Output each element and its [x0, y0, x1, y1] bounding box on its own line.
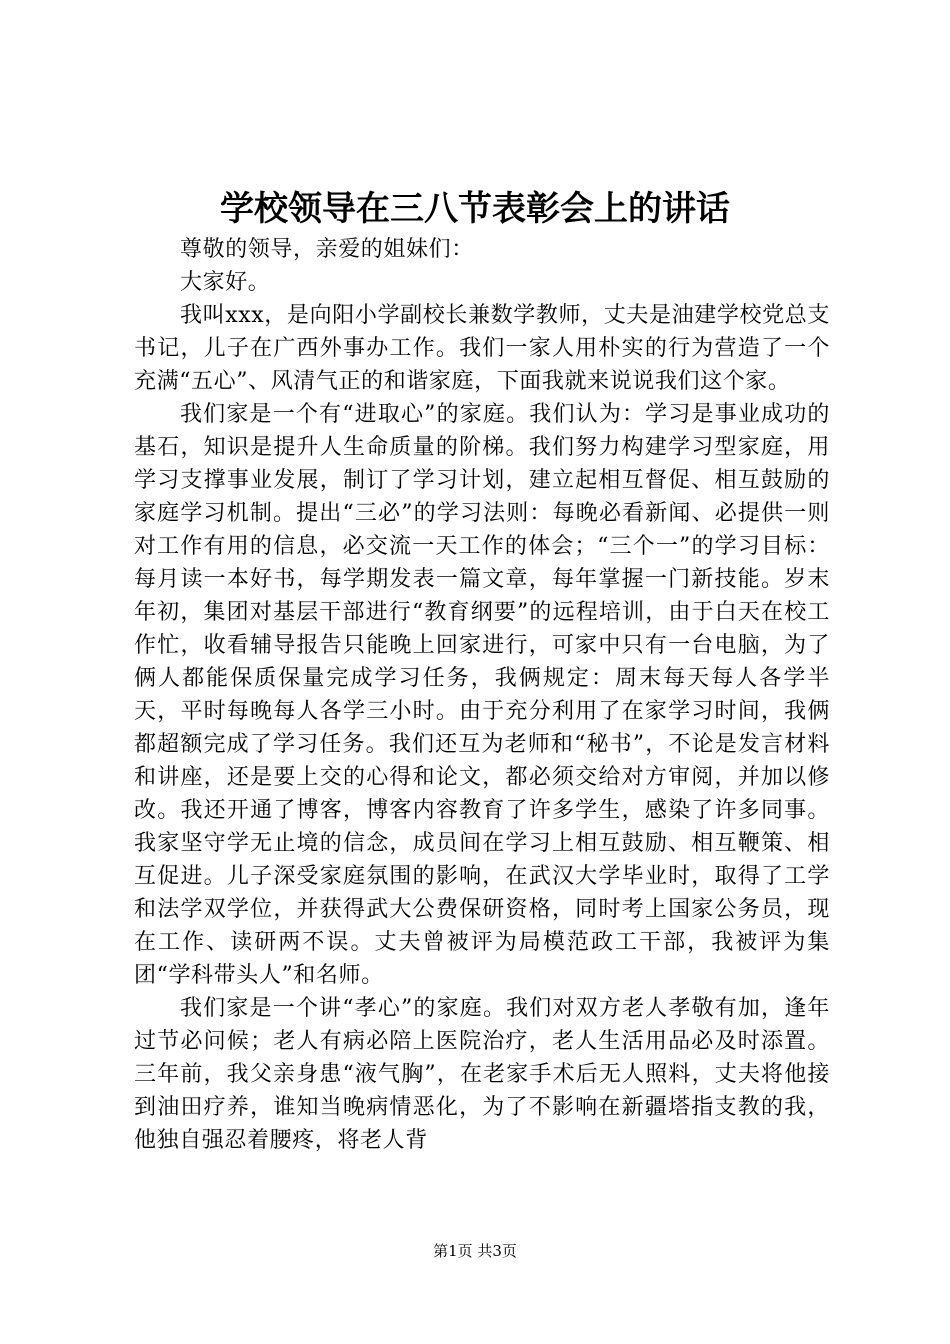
document-body — [134, 233, 830, 1157]
ambition-paragraph: 我们家是一个有“进取心”的家庭。我们认为：学习是事业成功的基石，知识是提升人生命质量的阶梯。我们努力构建学习型家庭，用学习支撑事业发展，制订了学习计划，建立起相互督促、相互鼓励的家庭学习机制。提出“三必”的学习法则：每晚必看新闻、必提供一则对工作有用的信息，必交流一天工作的体会；“三个一”的学习目标：每月读一本好书，每学期发表一篇文章，每年掌握一门新技能。岁末年初，集团对基层干部进行“教育纲要”的远程培训，由于白天在校工作忙，收看辅导报告只能晚上回家进行，可家中只有一台电脑，为了俩人都能保质保量完成学习任务，我俩规定：周末每天每人各学半天，平时每晚每人各学三小时。由于充分利用了在家学习时间，我俩都超额完成了学习任务。我们还互为老师和“秘书”，不论是发言材料和讲座，还是要上交的心得和论文，都必须交给对方审阅，并加以修改。我还开通了博客，博客内容教育了许多学生，感染了许多同事。我家坚守学无止境的信念，成员间在学习上相互鼓励、相互鞭策、相互促进。儿子深受家庭氛围的影响，在武汉大学毕业时，取得了工学和法学双学位，并获得武大公费保研资格，同时考上国家公务员，现在工作、读研两不误。丈夫曾被评为局模范政工干部，我被评为集团“学科带头人”和名师。 — [134, 402, 830, 988]
greeting-paragraph: 大家好。 — [180, 270, 271, 295]
salutation-paragraph: 尊敬的领导，亲爱的姐妹们： — [180, 237, 474, 262]
intro-paragraph: 我叫xxx，是向阳小学副校长兼数学教师，丈夫是油建学校党总支书记，儿子在广西外事办工作。我们一家人用朴实的行为营造了一个充满“五心”、风清气正的和谐家庭，下面我就来说说我们这个家。 — [134, 303, 830, 394]
filial-piety-paragraph: 我们家是一个讲“孝心”的家庭。我们对双方老人孝敬有加，逢年过节必问候；老人有病必陪上医院治疗，老人生活用品必及时添置。三年前，我父亲身患“液气胸”，在老家手术后无人照料，丈夫将他接到油田疗养，谁知当晚病情恶化，为了不影响在新疆塔指支教的我，他独自强忍着腰疼，将老人背 — [134, 996, 830, 1153]
page-number-footer: 第1页 共3页 — [433, 1242, 517, 1260]
document-title: 学校领导在三八节表彰会上的讲话 — [220, 189, 730, 229]
